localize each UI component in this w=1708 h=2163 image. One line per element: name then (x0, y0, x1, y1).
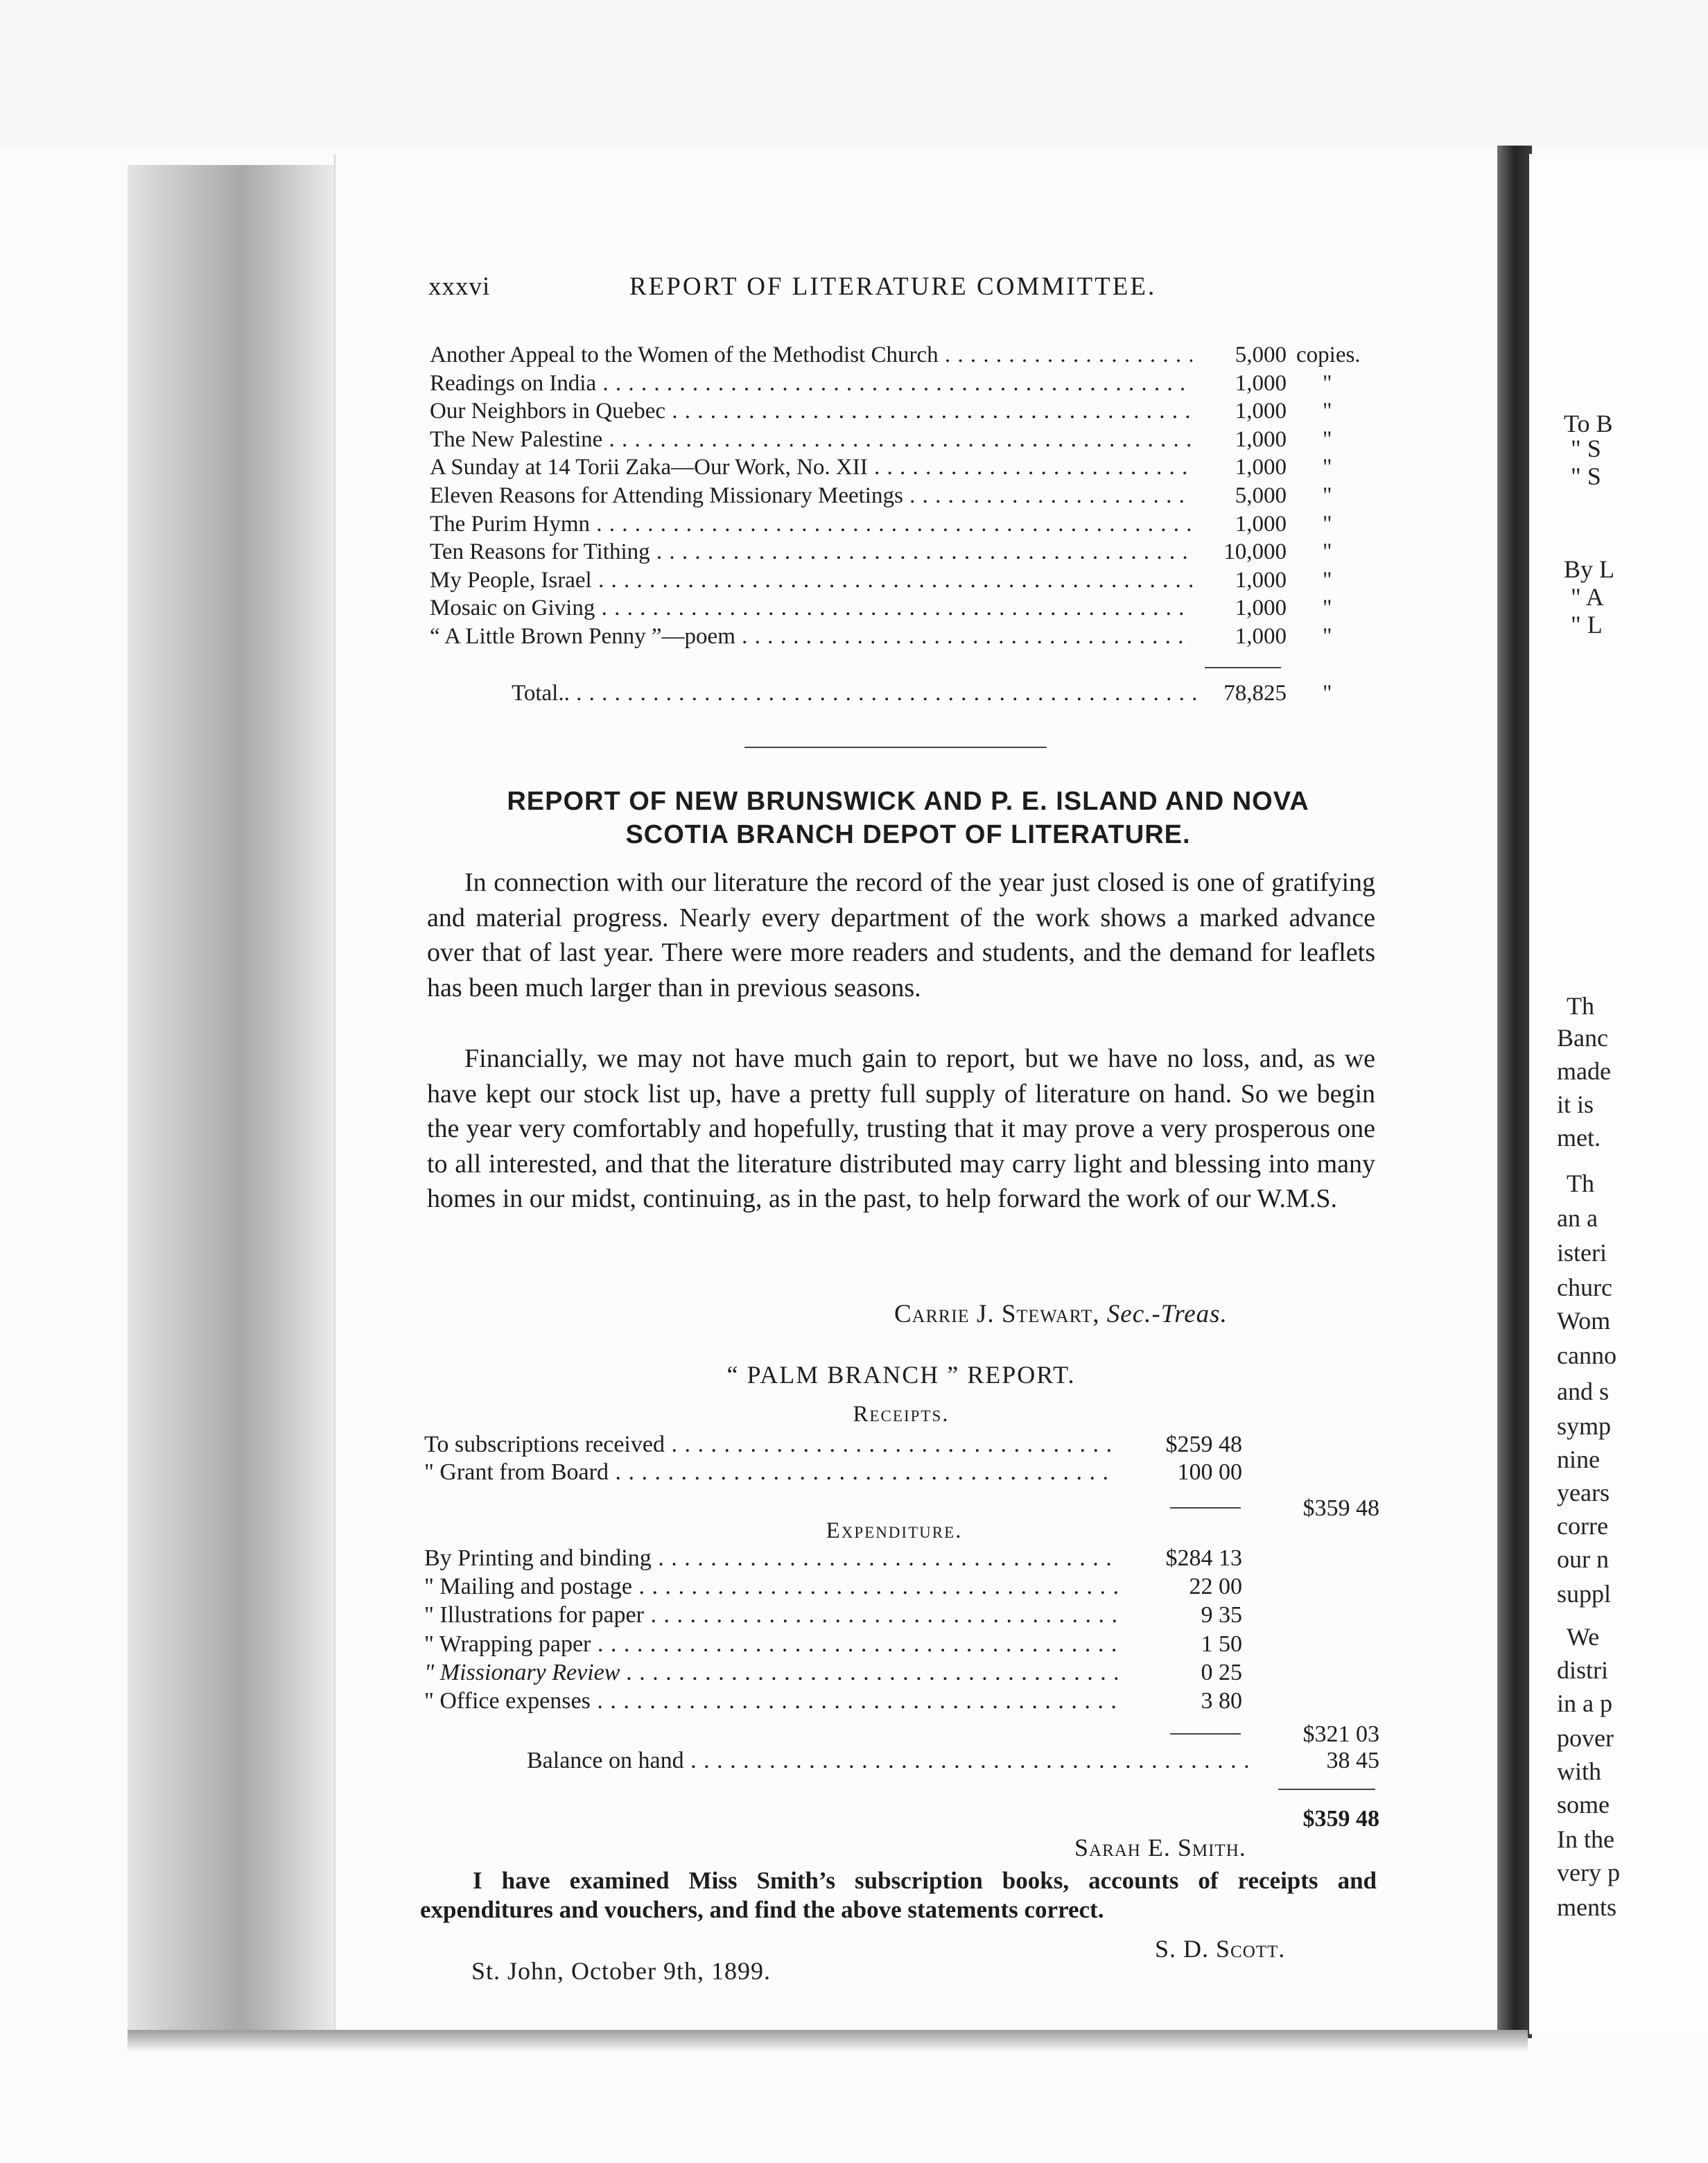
total-label: Total.. . . . (512, 679, 1205, 707)
expenditure-label: " Wrapping paper . . . (424, 1631, 1117, 1658)
literature-item (430, 341, 1379, 369)
receipts-rule (1170, 1507, 1241, 1509)
grand-total: $359 48 (1302, 1806, 1379, 1832)
signature-role: Sec.-Treas. (1106, 1300, 1228, 1328)
expenditure-label: By Printing and binding . . . (424, 1545, 1117, 1572)
literature-item (430, 594, 1379, 622)
literature-unit: " (1323, 539, 1332, 565)
literature-count: 1,000 (1235, 596, 1287, 621)
expenditure-label: " Mailing and postage . . . (424, 1573, 1117, 1601)
literature-item (430, 370, 1379, 397)
expenditure-rule (1170, 1733, 1241, 1735)
literature-title: “ A Little Brown Penny ”—poem . . . (430, 623, 1192, 650)
facing-page-text: Wom (1557, 1307, 1611, 1335)
expenditure-row (424, 1573, 1242, 1601)
expenditure-amount: $284 13 (1165, 1545, 1242, 1571)
facing-page-text: corre (1557, 1512, 1608, 1540)
expenditure-row (424, 1545, 1242, 1572)
literature-item (430, 453, 1379, 481)
facing-page-text: pover (1557, 1724, 1614, 1752)
facing-page-text: symp (1557, 1412, 1612, 1440)
literature-item (430, 426, 1379, 453)
literature-unit: " (1323, 455, 1332, 480)
facing-page-text: By L (1564, 555, 1615, 583)
balance-row (527, 1747, 1379, 1775)
expenditure-row (424, 1601, 1242, 1629)
literature-count: 5,000 (1235, 342, 1287, 367)
branch-report-paragraph-2: Financially, we may not have much gain to report, but we have no loss, and, as we have kept our stock list up, have a pretty full supply of literature on hand. So we begin the year very comfortably and hopefully, trusting that it may prove a very prosperous one to all interested, and that the literature distributed may carry light and blessing into many homes in our midst, continuing, as in the past, to help forward the work of our W.M.S. (427, 1044, 1375, 1213)
page-number: xxxvi (428, 272, 491, 301)
book-bottom-shadow (128, 2030, 1528, 2051)
facing-page-text: We (1567, 1623, 1600, 1651)
literature-item (430, 482, 1379, 510)
branch-signature (894, 1299, 1228, 1329)
literature-title: Mosaic on Giving . . . (430, 594, 1192, 622)
facing-page-text: Th (1567, 992, 1594, 1020)
literature-title: A Sunday at 14 Torii Zaka—Our Work, No. XII . . . (430, 453, 1192, 481)
facing-page-text: some (1557, 1791, 1610, 1818)
literature-count: 10,000 (1223, 539, 1287, 565)
literature-title: The New Palestine . . . (430, 426, 1192, 453)
literature-title: Our Neighbors in Quebec . . . (430, 397, 1192, 425)
literature-count: 1,000 (1235, 511, 1287, 537)
literature-item (430, 538, 1379, 566)
literature-count: 1,000 (1235, 624, 1287, 649)
literature-unit: " (1323, 399, 1332, 424)
receipt-row (424, 1459, 1242, 1486)
expenditure-amount: 1 50 (1201, 1631, 1242, 1657)
literature-title: My People, Israel . . . (430, 566, 1192, 594)
literature-count: 1,000 (1235, 399, 1287, 424)
facing-page-text: in a p (1557, 1689, 1612, 1717)
facing-page-text: made (1557, 1057, 1611, 1085)
facing-page-text: very p (1557, 1859, 1620, 1886)
section-divider (744, 747, 1047, 748)
literature-count: 5,000 (1235, 483, 1287, 508)
grand-total-rule (1278, 1789, 1375, 1790)
treasurer-signature: Sarah E. Smith. (1074, 1834, 1246, 1861)
palm-branch-title: “ PALM BRANCH ” REPORT. (726, 1361, 1076, 1389)
expenditure-amount: 22 00 (1189, 1574, 1242, 1600)
audit-statement: I have examined Miss Smith’s subscription books, accounts of receipts and expenditures and vouchers, and find the above statements correct. (420, 1867, 1377, 1923)
facing-page-text: suppl (1557, 1580, 1612, 1608)
expenditure-label: " Illustrations for paper . . . (424, 1601, 1117, 1629)
literature-unit: " (1323, 596, 1332, 621)
total-unit: " (1323, 681, 1332, 706)
facing-page-text: To B (1564, 410, 1613, 437)
literature-title: Eleven Reasons for Attending Missionary Meetings . . . (430, 482, 1192, 510)
branch-report-title (430, 785, 1386, 851)
book-gutter (1497, 146, 1532, 2038)
receipt-label: To subscriptions received . . . (424, 1431, 1117, 1459)
facing-page-text: it is (1557, 1091, 1594, 1118)
total-count: 78,825 (1223, 681, 1287, 706)
facing-page-text: isteri (1557, 1239, 1607, 1267)
literature-unit: " (1323, 370, 1332, 396)
receipt-row (424, 1431, 1242, 1459)
expenditure-amount: 9 35 (1201, 1602, 1242, 1628)
facing-page-text: churc (1557, 1274, 1612, 1301)
facing-page-text: met. (1557, 1124, 1601, 1152)
facing-page-text: Th (1567, 1170, 1594, 1197)
literature-unit: copies. (1296, 342, 1361, 367)
literature-unit: " (1323, 483, 1332, 508)
literature-unit: " (1323, 624, 1332, 649)
literature-count: 1,000 (1235, 567, 1287, 593)
expenditure-row (424, 1659, 1242, 1687)
literature-count: 1,000 (1235, 455, 1287, 480)
facing-page-text: canno (1557, 1341, 1617, 1369)
literature-item (430, 397, 1379, 425)
expenditure-total: $321 03 (1302, 1721, 1379, 1747)
branch-report-title-line1: REPORT OF NEW BRUNSWICK AND P. E. ISLAND AND NOVA (507, 787, 1309, 816)
running-title: REPORT OF LITERATURE COMMITTEE. (629, 272, 1157, 301)
facing-page-text: distri (1557, 1656, 1609, 1684)
literature-total-row (512, 679, 1371, 707)
literature-count: 1,000 (1235, 426, 1287, 452)
total-rule (1205, 667, 1281, 668)
literature-item (430, 623, 1379, 650)
expenditure-amount: 3 80 (1201, 1688, 1242, 1714)
receipts-total: $359 48 (1302, 1495, 1379, 1521)
literature-item (430, 566, 1379, 594)
expenditure-heading: Expenditure. (826, 1518, 963, 1543)
literature-item (430, 510, 1379, 538)
receipts-heading: Receipts. (853, 1402, 950, 1427)
literature-unit: " (1323, 567, 1332, 593)
expenditure-row (424, 1631, 1242, 1658)
literature-unit: " (1323, 426, 1332, 452)
book-page-edges (128, 165, 336, 2030)
facing-page-text: nine (1557, 1445, 1600, 1473)
facing-page-text: " S (1571, 462, 1601, 490)
facing-page-text: and s (1557, 1378, 1609, 1405)
facing-page-text: our n (1557, 1545, 1609, 1573)
literature-title: Readings on India . . . (430, 370, 1192, 397)
receipt-label: " Grant from Board . . . (424, 1459, 1117, 1486)
literature-unit: " (1323, 511, 1332, 537)
place-date: St. John, October 9th, 1899. (471, 1957, 771, 1985)
signature-name: Carrie J. Stewart, (894, 1300, 1100, 1328)
branch-report-title-line2: SCOTIA BRANCH DEPOT OF LITERATURE. (625, 820, 1191, 849)
expenditure-label: " Office expenses . . . (424, 1687, 1117, 1715)
facing-page-text: " A (1571, 583, 1604, 611)
receipt-amount: $259 48 (1165, 1432, 1242, 1457)
facing-page-text: Banc (1557, 1024, 1608, 1052)
literature-title: The Purim Hymn . . . (430, 510, 1192, 538)
receipt-amount: 100 00 (1177, 1459, 1242, 1485)
literature-count: 1,000 (1235, 370, 1287, 396)
facing-page-text: an a (1557, 1204, 1598, 1232)
branch-report-paragraph-1: In connection with our literature the record of the year just closed is one of gratifying and material progress. Nearly every department of the work shows a marked advance over that of last year. There were more readers and students, and the demand for leaflets has been much larger than in previous seasons. (427, 868, 1375, 1002)
literature-title: Another Appeal to the Women of the Methodist Church . . . (430, 341, 1192, 369)
expenditure-label: " Missionary Review . . . (424, 1659, 1117, 1687)
literature-title: Ten Reasons for Tithing . . . (430, 538, 1192, 566)
expenditure-amount: 0 25 (1201, 1659, 1242, 1685)
facing-page-text: " L (1571, 611, 1603, 639)
facing-page-text: ments (1557, 1893, 1617, 1921)
auditor-signature: S. D. Scott. (1155, 1935, 1286, 1963)
facing-page-text: In the (1557, 1825, 1614, 1853)
expenditure-row (424, 1687, 1242, 1715)
balance-amount: 38 45 (1326, 1748, 1379, 1773)
balance-label: Balance on hand . . . (527, 1747, 1248, 1775)
facing-page-text: years (1557, 1479, 1610, 1506)
facing-page (1529, 154, 1708, 2034)
facing-page-text: " S (1571, 435, 1601, 462)
background (0, 0, 1708, 146)
facing-page-text: with (1557, 1757, 1602, 1785)
